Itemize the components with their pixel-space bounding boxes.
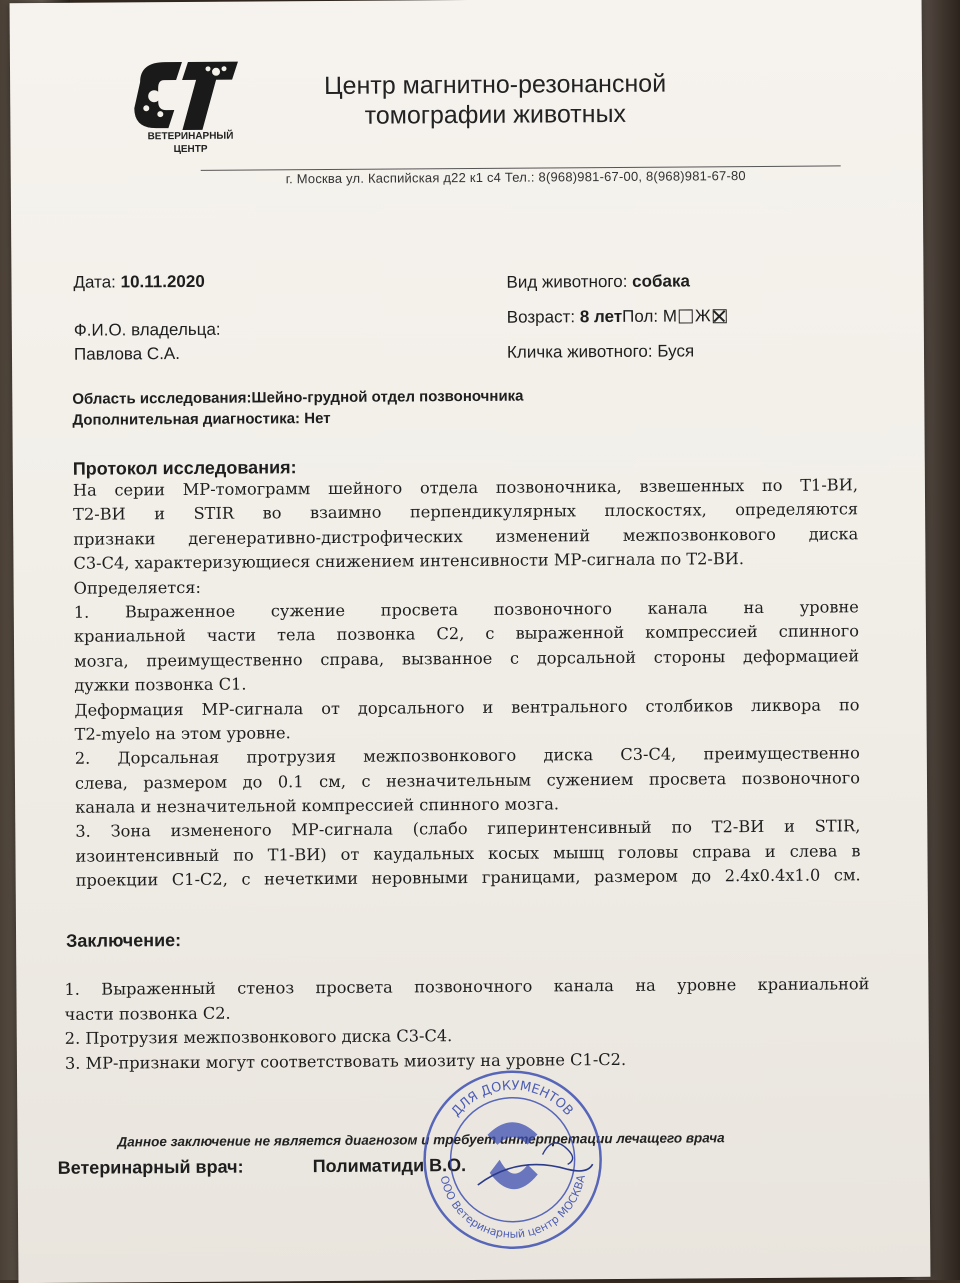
protocol-line: Определяется: (73, 577, 202, 598)
sex-label: Пол: (622, 306, 659, 326)
clinic-address: г. Москва ул. Каспийская д22 к1 с4 Тел.: 8(968)981-67-00, 8(968)981-67-80 (285, 168, 746, 187)
disclaimer-note: Данное заключение не является диагнозом и требует интерпретации лечащего врача (117, 1130, 725, 1150)
name-row (507, 341, 694, 362)
logo-caption-line-1: ВЕТЕРИНАРНЫЙ (147, 130, 234, 143)
protocol-line: С3-С4, характеризующиеся снижением интенсивности МР-сигнала по Т2-ВИ. (73, 549, 745, 573)
doctor-label: Ветеринарный врач: (57, 1156, 244, 1178)
species-row (506, 271, 690, 292)
protocol-line: проекции С1-С2, с нечеткими неровными границами, размером до 2.4х0.4х1.0 см. (75, 865, 861, 891)
protocol-line: 3. Зона измененого МР-сигнала (слабо гиперинтенсивный по Т2-ВИ и STIR, (75, 816, 861, 842)
age-value: 8 лет (579, 306, 623, 327)
sex-female-checkbox (713, 309, 727, 323)
species-value: собака (632, 271, 690, 291)
stamp-top-text: ДЛЯ ДОКУМЕНТОВ (448, 1078, 576, 1120)
extra-diagnostics-label: Дополнительная диагностика: (72, 410, 301, 429)
extra-diagnostics-value: Нет (304, 409, 331, 428)
protocol-line: 1. Выраженное сужение просвета позвоночного канала на уровне (73, 597, 859, 622)
name-label: Кличка животного: (506, 341, 653, 362)
logo-caption-line-2: ЦЕНТР (173, 143, 208, 156)
title-line-1: Центр магнитно-резонансной (324, 69, 667, 101)
extra-diagnostics-row (72, 410, 330, 429)
protocol-line: Т2-ВИ и STIR во взаимно перпендикулярных плоскостях, определяются (73, 499, 859, 525)
protocol-line: слева, размером до 0.1 см, с незначительным сужением просвета позвоночного (74, 767, 861, 793)
protocol-line: 2. Дорсальная протрузия межпозвонкового диска С3-С4, преимущественно (74, 743, 860, 769)
date-label: Дата: (73, 272, 116, 292)
title-line-2: томографии животных (364, 99, 627, 130)
owner-value: Павлова С.А. (73, 344, 181, 364)
owner-label: Ф.И.О. владельца: (73, 319, 221, 340)
age-label: Возраст: (506, 307, 576, 327)
sex-female-label: Ж (694, 306, 711, 326)
protocol-heading: Протокол исследования: (72, 457, 297, 479)
conclusion-heading: Заключение: (66, 930, 182, 951)
conclusion-line: 3. МР-признаки могут соответствовать миозиту на уровне С1-С2. (64, 1049, 627, 1073)
protocol-line: Деформация МР-сигнала от дорсального и вентрального столбиков ликвора по (74, 694, 860, 720)
conclusion-line: части позвонка С2. (64, 1003, 231, 1024)
protocol-line: признаки дегенеративно-дистрофических изменений межпозвонкового диска (73, 524, 859, 549)
name-value: Буся (657, 341, 695, 361)
protocol-text (73, 475, 861, 895)
center-title (260, 68, 730, 131)
species-label: Вид животного: (506, 271, 628, 292)
conclusion-line: 2. Протрузия межпозвонкового диска С3-С4. (64, 1026, 453, 1048)
study-area-value: Шейно-грудной отдел позвоночника (251, 387, 524, 407)
date-value: 10.11.2020 (120, 271, 205, 292)
protocol-line: краниальной части тела позвонка С2, с выраженной компрессией спинного (73, 621, 860, 647)
sex-male-label: М (662, 306, 678, 326)
age-sex-row (507, 306, 729, 328)
protocol-line: мозга, преимущественно справа, вызванное с дорсальной стороны деформацией (74, 646, 860, 671)
protocol-line: канала и незначительной компрессией спинного мозга. (75, 794, 560, 817)
study-area-label: Область исследования: (72, 389, 252, 408)
doctor-name: Полиматиди В.О. (312, 1155, 467, 1177)
protocol-line: Т2-myelo на этом уровне. (74, 723, 291, 744)
clinic-stamp (417, 1064, 608, 1255)
study-area-row (72, 388, 523, 408)
logo-caption (110, 129, 270, 156)
conclusion-line: 1. Выраженный стеноз просвета позвоночного канала на уровне краниальной (64, 974, 870, 999)
protocol-line: изоинтенсивный по Т1-ВИ) от каудальных косых мышц головы справа и слева в (75, 841, 861, 866)
conclusion-text (64, 974, 870, 1078)
stamp-bottom-text: ООО Ветеринарный центр МОСКВА (437, 1173, 588, 1241)
protocol-line: дужки позвонка С1. (74, 674, 247, 695)
date-row (73, 272, 204, 293)
protocol-line: На серии МР-томограмм шейного отдела позвоночника, взвешенных по Т1-ВИ, (72, 475, 858, 500)
document-page (10, 0, 931, 1283)
sex-male-checkbox (679, 309, 693, 323)
